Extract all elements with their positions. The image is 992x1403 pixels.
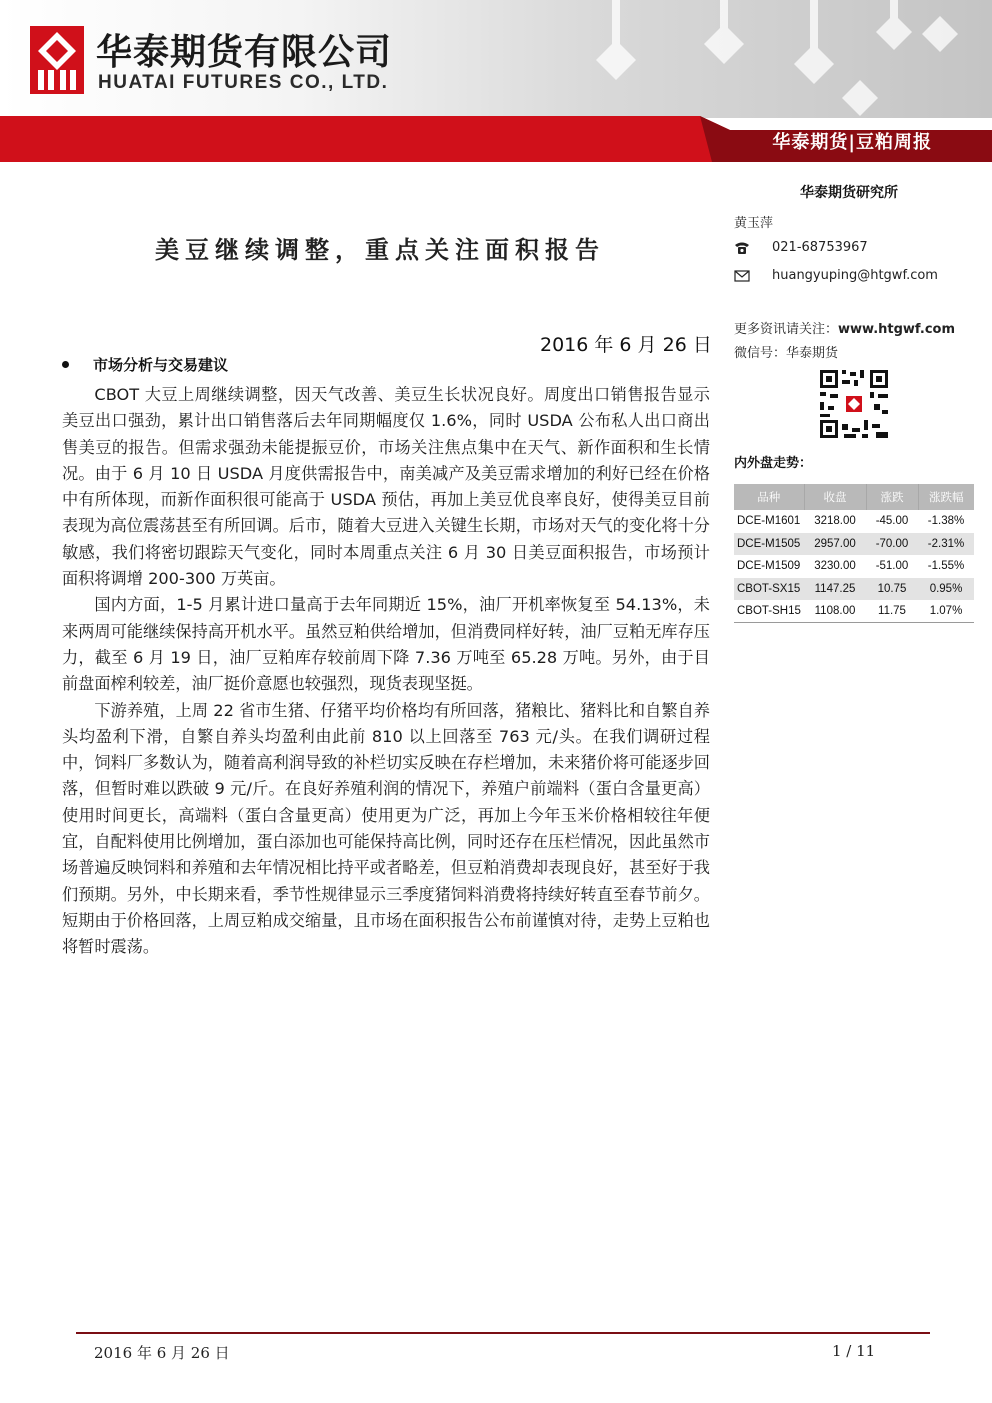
section-heading bbox=[62, 354, 228, 375]
table-row bbox=[734, 578, 974, 601]
col-header: 涨跌 bbox=[866, 484, 918, 510]
col-header: 收盘 bbox=[804, 484, 866, 510]
table-cell: 11.75 bbox=[866, 600, 918, 623]
market-table bbox=[734, 484, 974, 623]
table-cell: CBOT-SX15 bbox=[734, 578, 804, 601]
table-cell: -2.31% bbox=[918, 533, 974, 556]
huatai-logo-icon bbox=[30, 26, 84, 94]
table-row bbox=[734, 510, 974, 533]
market-table-header bbox=[734, 484, 974, 510]
table-cell: -70.00 bbox=[866, 533, 918, 556]
col-header: 涨跌幅 bbox=[918, 484, 974, 510]
table-row bbox=[734, 600, 974, 623]
bullet-icon bbox=[62, 361, 69, 368]
institute-name: 华泰期货研究所 bbox=[800, 185, 898, 201]
envelope-icon bbox=[734, 269, 750, 283]
more-info-label: 更多资讯请关注： bbox=[734, 322, 839, 337]
qr-code-icon bbox=[818, 368, 890, 440]
phone-row bbox=[734, 240, 868, 255]
table-cell: DCE-M1505 bbox=[734, 533, 804, 556]
header-decoration bbox=[560, 0, 992, 118]
report-series-title: 华泰期货|豆粕周报 bbox=[772, 132, 932, 153]
table-cell: -45.00 bbox=[875, 515, 909, 528]
report-title: 美豆继续调整，重点关注面积报告 bbox=[155, 235, 605, 264]
table-cell: -1.38% bbox=[927, 515, 965, 528]
report-header bbox=[0, 0, 992, 118]
company-name-en: HUATAI FUTURES CO., LTD. bbox=[98, 72, 389, 93]
table-cell: 0.95% bbox=[918, 578, 974, 601]
table-cell: 2957.00 bbox=[804, 533, 866, 556]
table-cell: 1.07% bbox=[918, 600, 974, 623]
body-paragraph: 国内方面，1-5 月累计进口量高于去年同期近 15%，油厂开机率恢复至 54.13%，未来两周可能继续保持高开机水平。虽然豆粕供给增加，但消费同样好转，油厂豆粕无库存压力，截至 6 月 19 日，油厂豆粕库存较前周下降 7.36 万吨至 65.28 万吨。另外，由于目前盘面榨利较差，油厂挺价意愿也较强烈，现货表现坚挺。 bbox=[62, 595, 710, 694]
body-paragraph: CBOT 大豆上周继续调整，因天气改善、美豆生长状况良好。周度出口销售报告显示美豆出口强劲，累计出口销售落后去年同期幅度仅 1.6%，同时 USDA 公布私人出口商出售美豆的报告。但需求强劲未能提振豆价，市场关注焦点集中在天气、新作面积和生长情况。由于 6 月 10 日 USDA 月度供需报告中，南美减产及美豆需求增加的利好已经在价格中有所体现，而新作面积很可能高于 USDA 预估，再加上美豆优良率良好，使得美豆目前表现为高位震荡甚至有所回调。后市，随着大豆进入关键生长期，市场对天气的变化将十分敏感，我们将密切跟踪天气变化，同时本周重点关注 6 月 30 日美豆面积报告，市场预计面积将调增 200-300 万英亩。 bbox=[62, 385, 710, 589]
report-body bbox=[62, 382, 710, 961]
footer-date: 2016 年 6 月 26 日 bbox=[94, 1344, 230, 1362]
table-cell: -51.00 bbox=[875, 560, 909, 573]
table-cell: 1147.25 bbox=[804, 578, 866, 601]
more-info bbox=[734, 318, 955, 337]
table-row bbox=[734, 533, 974, 556]
market-trend-title: 内外盘走势： bbox=[734, 456, 813, 471]
author-name: 黄玉萍 bbox=[734, 216, 774, 231]
table-cell: 3230.00 bbox=[814, 560, 856, 573]
section-heading-text: 市场分析与交易建议 bbox=[93, 356, 229, 374]
wechat-id: 微信号：华泰期货 bbox=[734, 346, 839, 361]
table-cell: -1.55% bbox=[927, 560, 965, 573]
report-date: 2016 年 6 月 26 日 bbox=[540, 334, 712, 356]
table-cell: 1108.00 bbox=[804, 600, 866, 623]
table-row bbox=[734, 555, 974, 578]
footer-divider bbox=[76, 1332, 930, 1334]
col-header: 品种 bbox=[734, 484, 804, 510]
table-cell: DCE-M1509 bbox=[737, 560, 801, 573]
website-link[interactable]: www.htgwf.com bbox=[838, 322, 956, 337]
email-row bbox=[734, 268, 938, 283]
body-paragraph: 下游养殖，上周 22 省市生猪、仔猪平均价格均有所回落，猪粮比、猪料比和自繁自养头均盈利下滑，自繁自养头均盈利由此前 810 以上回落至 763 元/头。在我们调研过程中，饲料厂多数认为，随着高利润导致的补栏切实反映在存栏增加，未来猪价将可能逐步回落，但暂时难以跌破 9 元/斤。在良好养殖利润的情况下，养殖户前端料（蛋白含量更高）使用时间更长，高端料（蛋白含量更高）使用更为广泛，再加上今年玉米价格相较往年便宜，自配料使用比例增加，蛋白添加也可能保持高比例，同时还存在压栏情况，因此虽然市场普遍反映饲料和养殖和去年情况相比持平或者略差，但豆粕消费却表现良好，甚至好于我们预期。另外，中长期来看，季节性规律显示三季度猪饲料消费将持续好转直至春节前夕。短期由于价格回落，上周豆粕成交缩量，且市场在面积报告公布前谨慎对待，走势上豆粕也将暂时震荡。 bbox=[62, 700, 710, 957]
company-name-cn: 华泰期货有限公司 bbox=[96, 32, 393, 73]
table-cell: CBOT-SH15 bbox=[734, 600, 804, 623]
table-cell: 3218.00 bbox=[814, 515, 856, 528]
page-number: 1 / 11 bbox=[832, 1342, 876, 1360]
email-address[interactable]: huangyuping@htgwf.com bbox=[772, 268, 938, 283]
phone-icon bbox=[734, 241, 750, 255]
table-cell: 10.75 bbox=[866, 578, 918, 601]
table-cell: DCE-M1601 bbox=[737, 515, 801, 528]
phone-number: 021-68753967 bbox=[772, 240, 868, 255]
